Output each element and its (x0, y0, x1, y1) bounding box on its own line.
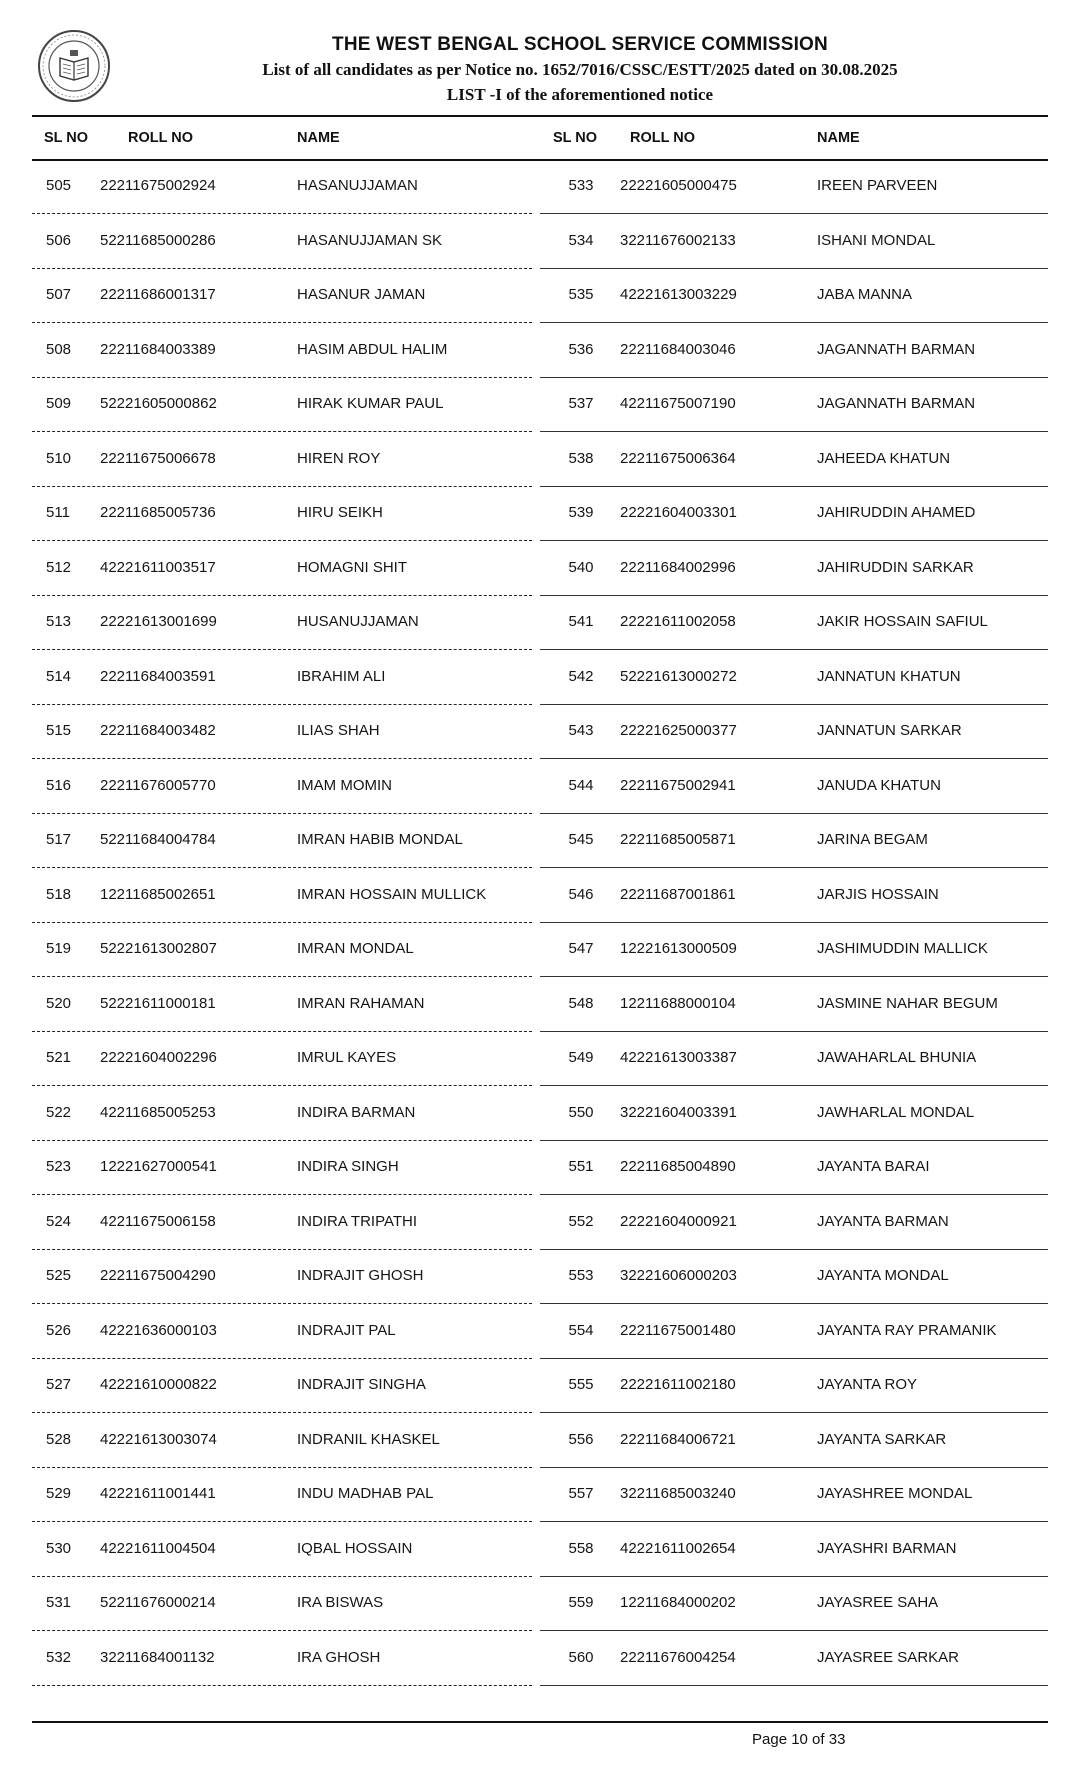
right-candidate-name: JAYANTA MONDAL (817, 1267, 949, 1284)
left-sl-no: 513 (46, 613, 72, 630)
left-roll-no: 22211684003591 (100, 667, 216, 685)
right-roll-no: 12211688000104 (620, 994, 736, 1012)
row-divider-right (540, 976, 1048, 977)
table-row (0, 1419, 1080, 1474)
right-roll-no: 22211687001861 (620, 885, 736, 903)
right-sl-no: 535 (568, 286, 594, 303)
left-sl-no: 522 (46, 1103, 72, 1121)
left-roll-no: 22211675002924 (100, 177, 216, 194)
right-roll-no: 22221605000475 (620, 177, 737, 194)
table-row (0, 710, 1080, 765)
table-row (0, 928, 1080, 983)
right-roll-no: 42221613003387 (620, 1049, 737, 1066)
right-sl-no: 551 (568, 1158, 594, 1175)
right-candidate-name: JABA MANNA (817, 286, 913, 303)
row-divider-right (540, 867, 1048, 868)
right-candidate-name: JAGANNATH BARMAN (817, 395, 976, 412)
right-sl-no: 543 (568, 722, 594, 739)
row-divider-right (540, 1194, 1048, 1195)
right-sl-no: 553 (568, 1267, 594, 1284)
row-divider-left (32, 1085, 532, 1086)
row-divider-right (540, 758, 1048, 759)
right-candidate-name: JANUDA KHATUN (817, 776, 941, 794)
left-sl-no: 505 (46, 177, 72, 194)
right-roll-no: 22221604003301 (620, 504, 737, 521)
row-divider-left (32, 213, 532, 214)
right-roll-no: 32221604003391 (620, 1103, 737, 1121)
table-row (0, 274, 1080, 329)
row-divider-right (540, 1630, 1048, 1631)
row-divider-right (540, 1576, 1048, 1577)
left-roll-no: 42221611004504 (100, 1539, 216, 1557)
row-divider-right (540, 1467, 1048, 1468)
left-roll-no: 52221613002807 (100, 940, 217, 957)
left-candidate-name: IMRAN HOSSAIN MULLICK (297, 885, 487, 903)
left-roll-no: 42221636000103 (100, 1321, 217, 1339)
row-divider-right (540, 1031, 1048, 1032)
right-candidate-name: JAYASREE SAHA (817, 1594, 939, 1611)
left-roll-no: 22221613001699 (100, 613, 217, 630)
left-candidate-name: HIREN ROY (297, 449, 381, 467)
right-sl-no: 538 (568, 449, 594, 467)
table-row (0, 329, 1080, 384)
table-row (0, 1528, 1080, 1583)
row-divider-right (540, 922, 1048, 923)
row-divider-left (32, 649, 532, 650)
table-row (0, 1201, 1080, 1256)
row-divider-left (32, 268, 532, 269)
list-label: LIST -I of the aforementioned notice (446, 85, 714, 104)
right-roll-no: 22211675001480 (620, 1321, 736, 1339)
table-row (0, 819, 1080, 874)
right-candidate-name: JARINA BEGAM (817, 831, 928, 848)
left-candidate-name: HASIM ABDUL HALIM (297, 340, 448, 358)
column-header-roll-no-right: ROLL NO (630, 130, 695, 146)
left-candidate-name: INDRAJIT PAL (297, 1321, 396, 1339)
right-candidate-name: JAYANTA BARMAN (817, 1212, 949, 1230)
left-roll-no: 42221610000822 (100, 1376, 217, 1393)
right-candidate-name: JAKIR HOSSAIN SAFIUL (817, 613, 988, 630)
right-sl-no: 558 (568, 1539, 594, 1557)
right-sl-no: 533 (568, 177, 594, 194)
right-candidate-name: ISHANI MONDAL (817, 231, 936, 249)
right-candidate-name: JAHIRUDDIN SARKAR (817, 558, 974, 576)
left-sl-no: 521 (46, 1049, 72, 1066)
left-candidate-name: HASANUJJAMAN (297, 177, 418, 194)
right-sl-no: 560 (568, 1648, 594, 1666)
left-sl-no: 529 (46, 1485, 72, 1502)
right-roll-no: 22221611002180 (620, 1376, 736, 1393)
left-roll-no: 12221627000541 (100, 1158, 217, 1175)
row-divider-left (32, 1412, 532, 1413)
left-candidate-name: HIRU SEIKH (297, 504, 383, 521)
table-row (0, 165, 1080, 220)
document-title: THE WEST BENGAL SCHOOL SERVICE COMMISSION (332, 34, 828, 55)
right-roll-no: 22221625000377 (620, 722, 737, 739)
left-roll-no: 32211684001132 (100, 1648, 215, 1666)
right-sl-no: 552 (568, 1212, 594, 1230)
row-divider-right (540, 486, 1048, 487)
row-divider-left (32, 867, 532, 868)
right-sl-no: 534 (568, 231, 594, 249)
right-sl-no: 537 (568, 395, 594, 412)
row-divider-left (32, 1140, 532, 1141)
right-roll-no: 12211684000202 (620, 1594, 736, 1611)
left-candidate-name: IRA GHOSH (297, 1648, 381, 1666)
table-row (0, 1146, 1080, 1201)
left-roll-no: 52211676000214 (100, 1594, 216, 1611)
row-divider-left (32, 1630, 532, 1631)
left-candidate-name: HASANUJJAMAN SK (297, 231, 443, 249)
table-row (0, 220, 1080, 275)
left-candidate-name: IMRAN MONDAL (297, 940, 414, 957)
table-row (0, 438, 1080, 493)
right-candidate-name: JAYANTA BARAI (817, 1158, 930, 1175)
right-candidate-name: JAYANTA ROY (817, 1376, 918, 1393)
left-candidate-name: ILIAS SHAH (297, 722, 380, 739)
left-sl-no: 532 (46, 1648, 72, 1666)
right-roll-no: 22211685004890 (620, 1158, 736, 1175)
row-divider-left (32, 1358, 532, 1359)
left-roll-no: 52211684004784 (100, 831, 216, 848)
right-candidate-name: JANNATUN KHATUN (817, 667, 961, 685)
left-candidate-name: HOMAGNI SHIT (297, 558, 408, 576)
right-candidate-name: JAWAHARLAL BHUNIA (817, 1049, 977, 1066)
left-roll-no: 42211685005253 (100, 1103, 216, 1121)
right-candidate-name: JAYANTA RAY PRAMANIK (817, 1321, 997, 1339)
table-row (0, 492, 1080, 547)
left-candidate-name: INDRAJIT SINGHA (297, 1376, 426, 1393)
left-roll-no: 22211676005770 (100, 776, 216, 794)
left-candidate-name: INDIRA BARMAN (297, 1103, 416, 1121)
right-sl-no: 539 (568, 504, 594, 521)
table-row (0, 983, 1080, 1038)
right-roll-no: 22211684003046 (620, 340, 736, 358)
footer-divider (32, 1721, 1048, 1723)
row-divider-right (540, 1521, 1048, 1522)
row-divider-right (540, 1412, 1048, 1413)
left-roll-no: 42221611001441 (100, 1485, 216, 1502)
right-roll-no: 32221606000203 (620, 1267, 737, 1284)
left-candidate-name: INDIRA SINGH (297, 1158, 399, 1175)
left-sl-no: 528 (46, 1430, 72, 1448)
row-divider-left (32, 1303, 532, 1304)
right-candidate-name: JASHIMUDDIN MALLICK (817, 940, 988, 957)
left-candidate-name: HUSANUJJAMAN (297, 613, 419, 630)
left-sl-no: 508 (46, 340, 72, 358)
right-roll-no: 22221604000921 (620, 1212, 737, 1230)
row-divider-right (540, 813, 1048, 814)
left-roll-no: 22211684003389 (100, 340, 216, 358)
right-sl-no: 544 (568, 776, 594, 794)
right-sl-no: 549 (568, 1049, 594, 1066)
left-candidate-name: IQBAL HOSSAIN (297, 1539, 413, 1557)
left-sl-no: 507 (46, 286, 72, 303)
left-sl-no: 525 (46, 1267, 72, 1284)
row-divider-right (540, 1358, 1048, 1359)
left-sl-no: 506 (46, 231, 72, 249)
left-candidate-name: IMRUL KAYES (297, 1049, 397, 1066)
row-divider-right (540, 213, 1048, 214)
right-candidate-name: JAYANTA SARKAR (817, 1430, 947, 1448)
left-sl-no: 511 (46, 504, 70, 521)
right-sl-no: 557 (568, 1485, 594, 1502)
row-divider-right (540, 595, 1048, 596)
row-divider-left (32, 377, 532, 378)
table-row (0, 1037, 1080, 1092)
row-divider-left (32, 1576, 532, 1577)
left-sl-no: 527 (46, 1376, 72, 1393)
right-candidate-name: JAYASHRI BARMAN (817, 1539, 957, 1557)
right-sl-no: 548 (568, 994, 594, 1012)
table-row (0, 1255, 1080, 1310)
right-roll-no: 42211675007190 (620, 395, 736, 412)
left-roll-no: 22211686001317 (100, 286, 216, 303)
table-row (0, 1364, 1080, 1419)
left-candidate-name: INDRAJIT GHOSH (297, 1267, 424, 1284)
left-sl-no: 516 (46, 776, 72, 794)
left-sl-no: 509 (46, 395, 72, 412)
page-number: Page 10 of 33 (752, 1731, 846, 1748)
column-header-sl-no-left: SL NO (44, 130, 89, 146)
left-sl-no: 530 (46, 1539, 72, 1557)
left-roll-no: 52211685000286 (100, 231, 216, 249)
right-candidate-name: JAHEEDA KHATUN (817, 449, 951, 467)
left-roll-no: 42211675006158 (100, 1212, 216, 1230)
row-divider-right (540, 377, 1048, 378)
right-roll-no: 42221613003229 (620, 286, 737, 303)
right-candidate-name: JAWHARLAL MONDAL (817, 1103, 975, 1121)
right-roll-no: 52221613000272 (620, 667, 737, 685)
left-sl-no: 524 (46, 1212, 72, 1230)
left-sl-no: 519 (46, 940, 72, 957)
row-divider-left (32, 704, 532, 705)
left-sl-no: 531 (46, 1594, 72, 1611)
row-divider-left (32, 322, 532, 323)
table-row (0, 383, 1080, 438)
right-sl-no: 550 (568, 1103, 594, 1121)
left-candidate-name: HASANUR JAMAN (297, 286, 426, 303)
table-row (0, 1582, 1080, 1637)
table-row (0, 1092, 1080, 1147)
left-roll-no: 22211685005736 (100, 504, 216, 521)
left-sl-no: 520 (46, 994, 72, 1012)
left-sl-no: 523 (46, 1158, 72, 1175)
right-sl-no: 546 (568, 885, 594, 903)
row-divider-left (32, 1194, 532, 1195)
right-roll-no: 22211675002941 (620, 776, 736, 794)
right-candidate-name: IREEN PARVEEN (817, 177, 938, 194)
right-roll-no: 22211685005871 (620, 831, 736, 848)
left-candidate-name: IRA BISWAS (297, 1594, 384, 1611)
left-roll-no: 42221613003074 (100, 1430, 217, 1448)
row-divider-left (32, 1521, 532, 1522)
left-sl-no: 512 (46, 558, 72, 576)
right-roll-no: 32211685003240 (620, 1485, 736, 1502)
table-row (0, 874, 1080, 929)
left-candidate-name: IMRAN HABIB MONDAL (297, 831, 463, 848)
right-candidate-name: JAHIRUDDIN AHAMED (817, 504, 976, 521)
right-sl-no: 541 (568, 613, 594, 630)
row-divider-left (32, 976, 532, 977)
left-candidate-name: IMAM MOMIN (297, 776, 392, 794)
row-divider-left (32, 1467, 532, 1468)
left-candidate-name: HIRAK KUMAR PAUL (297, 395, 444, 412)
table-row (0, 601, 1080, 656)
row-divider-left (32, 540, 532, 541)
right-sl-no: 559 (568, 1594, 594, 1611)
row-divider-left (32, 486, 532, 487)
right-roll-no: 22211684006721 (620, 1430, 736, 1448)
left-sl-no: 518 (46, 885, 72, 903)
row-divider-right (540, 431, 1048, 432)
left-roll-no: 52221605000862 (100, 395, 217, 412)
right-roll-no: 42221611002654 (620, 1539, 736, 1557)
left-roll-no: 52221611000181 (100, 994, 216, 1012)
table-row (0, 656, 1080, 711)
table-row (0, 1637, 1080, 1692)
column-header-name-right: NAME (817, 130, 860, 146)
right-sl-no: 545 (568, 831, 594, 848)
row-divider-right (540, 322, 1048, 323)
left-sl-no: 515 (46, 722, 72, 739)
right-roll-no: 32211676002133 (620, 231, 736, 249)
right-sl-no: 536 (568, 340, 594, 358)
right-candidate-name: JAYASREE SARKAR (817, 1648, 959, 1666)
left-roll-no: 22221604002296 (100, 1049, 217, 1066)
right-roll-no: 22211684002996 (620, 558, 736, 576)
left-sl-no: 526 (46, 1321, 72, 1339)
row-divider-left (32, 431, 532, 432)
right-candidate-name: JASMINE NAHAR BEGUM (817, 994, 998, 1012)
left-candidate-name: INDIRA TRIPATHI (297, 1212, 418, 1230)
row-divider-right (540, 1685, 1048, 1686)
row-divider-right (540, 1303, 1048, 1304)
table-row (0, 1310, 1080, 1365)
row-divider-left (32, 1031, 532, 1032)
row-divider-left (32, 1249, 532, 1250)
left-sl-no: 510 (46, 449, 72, 467)
right-candidate-name: JAYASHREE MONDAL (817, 1485, 973, 1502)
right-candidate-name: JARJIS HOSSAIN (817, 885, 939, 903)
table-row (0, 765, 1080, 820)
row-divider-right (540, 540, 1048, 541)
row-divider-left (32, 758, 532, 759)
left-roll-no: 42221611003517 (100, 558, 216, 576)
right-candidate-name: JANNATUN SARKAR (817, 722, 962, 739)
row-divider-left (32, 922, 532, 923)
right-sl-no: 542 (568, 667, 594, 685)
row-divider-right (540, 649, 1048, 650)
row-divider-left (32, 813, 532, 814)
right-roll-no: 12221613000509 (620, 940, 737, 957)
table-row (0, 547, 1080, 602)
right-roll-no: 22211675006364 (620, 449, 736, 467)
right-sl-no: 554 (568, 1321, 594, 1339)
row-divider-right (540, 1249, 1048, 1250)
right-sl-no: 555 (568, 1376, 594, 1393)
table-row (0, 1473, 1080, 1528)
left-candidate-name: IBRAHIM ALI (297, 667, 386, 685)
row-divider-right (540, 1140, 1048, 1141)
left-roll-no: 22211675006678 (100, 449, 216, 467)
row-divider-left (32, 1685, 532, 1686)
column-header-roll-no-left: ROLL NO (128, 130, 193, 146)
left-roll-no: 22211684003482 (100, 722, 216, 739)
right-sl-no: 547 (568, 940, 594, 957)
column-header-sl-no-right: SL NO (553, 130, 598, 146)
right-candidate-name: JAGANNATH BARMAN (817, 340, 976, 358)
right-sl-no: 540 (568, 558, 594, 576)
left-sl-no: 517 (46, 831, 72, 848)
left-roll-no: 12211685002651 (100, 885, 216, 903)
row-divider-left (32, 595, 532, 596)
right-roll-no: 22211676004254 (620, 1648, 736, 1666)
row-divider-right (540, 704, 1048, 705)
right-sl-no: 556 (568, 1430, 594, 1448)
left-candidate-name: IMRAN RAHAMAN (297, 994, 425, 1012)
left-sl-no: 514 (46, 667, 72, 685)
row-divider-right (540, 268, 1048, 269)
left-roll-no: 22211675004290 (100, 1267, 216, 1284)
left-candidate-name: INDRANIL KHASKEL (297, 1430, 440, 1448)
column-header-name-left: NAME (297, 130, 340, 146)
row-divider-right (540, 1085, 1048, 1086)
notice-subtitle: List of all candidates as per Notice no. 1652/7016/CSSC/ESTT/2025 dated on 30.08.2025 (262, 60, 898, 79)
right-roll-no: 22221611002058 (620, 613, 736, 630)
left-candidate-name: INDU MADHAB PAL (297, 1485, 434, 1502)
